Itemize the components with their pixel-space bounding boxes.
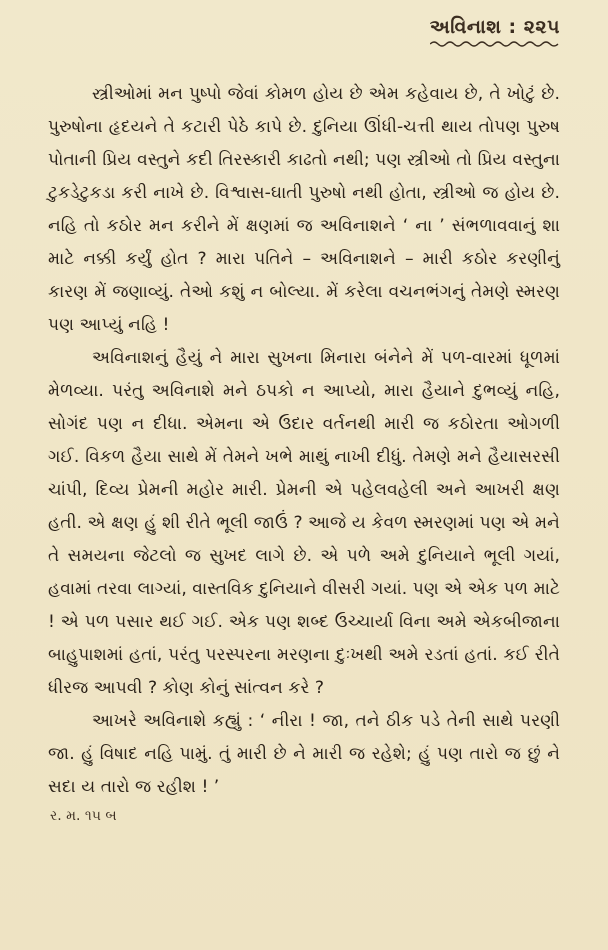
body-text (48, 78, 560, 804)
page-header (48, 16, 560, 68)
wavy-underline-ornament (430, 40, 560, 48)
paragraph-1: સ્ત્રીઓમાં મન પુષ્પો જેવાં કોમળ હોય છે એમ કહેવાય છે, તે ખોટું છે. પુરુષોના હૃદયને તે કટારી પેઠે કાપે છે. દુનિયા ઊંધી-ચત્તી થાય તોપણ પુરુષ પોતાની પ્રિય વસ્તુને કદી તિરસ્કારી કાઢતો નથી; પણ સ્ત્રીઓ તો પ્રિય વસ્તુના ટુકડેટુકડા કરી નાખે છે. વિશ્વાસ-ઘાતી પુરુષો નથી હોતા, સ્ત્રીઓ જ હોય છે. નહિ તો કઠોર મન કરીને મેં ક્ષણમાં જ અવિનાશને ‘ ના ’ સંભળાવવાનું શા માટે નક્કી કર્યું હોત ? મારા પતિને – અવિનાશને – મારી કઠોર કરણીનું કારણ મેં જણાવ્યું. તેઓ કશું ન બોલ્યા. મેં કરેલા વચનભંગનું તેમણે સ્મરણ પણ આપ્યું નહિ ! (48, 84, 560, 335)
paragraph-3: આખરે અવિનાશે કહ્યું : ‘ નીરા ! જા, તને ઠીક પડે તેની સાથે પરણી જા. હું વિષાદ નહિ પામું. તું મારી છે ને મારી જ રહેશે; હું પણ તારો જ છું ને સદા ય તારો જ રહીશ ! ’ (48, 711, 560, 797)
running-head-block (430, 16, 560, 48)
signature-mark: ર. મ. ૧૫ બ (50, 808, 117, 824)
paragraph-2: અવિનાશનું હૈયું ને મારા સુખના મિનારા બંનેને મેં પળ-વારમાં ધૂળમાં મેળવ્યા. પરંતુ અવિનાશે મને ઠપકો ન આપ્યો, મારા હૈયાને દુભવ્યું નહિ, સોગંદ પણ ન દીધા. એમના એ ઉદાર વર્તનથી મારી જ કઠોરતા ઓગળી ગઈ. વિકળ હૈયા સાથે મેં તેમને ખભે માથું નાખી દીધું. તેમણે મને હૈયાસરસી ચાંપી, દિવ્ય પ્રેમની મહોર મારી. પ્રેમની એ પહેલવહેલી અને આખરી ક્ષણ હતી. એ ક્ષણ હું શી રીતે ભૂલી જાઉં ? આજે ય કેવળ સ્મરણમાં પણ એ મને તે સમયના જેટલો જ સુખદ લાગે છે. એ પળે અમે દુનિયાને ભૂલી ગયાં, હવામાં તરવા લાગ્યાં, વાસ્તવિક દુનિયાને વીસરી ગયાં. પણ એ એક પળ માટે ! એ પળ પસાર થઈ ગઈ. એક પણ શબ્દ ઉચ્ચાર્યા વિના અમે એકબીજાના બાહુપાશમાં હતાં, પરંતુ પરસ્પરના મરણના દુઃખથી અમે રડતાં હતાં. કઈ રીતે ધીરજ આપવી ? કોણ કોનું સાંત્વન કરે ? (48, 348, 561, 698)
running-title: અવિનાશ : ૨૨૫ (429, 16, 560, 38)
